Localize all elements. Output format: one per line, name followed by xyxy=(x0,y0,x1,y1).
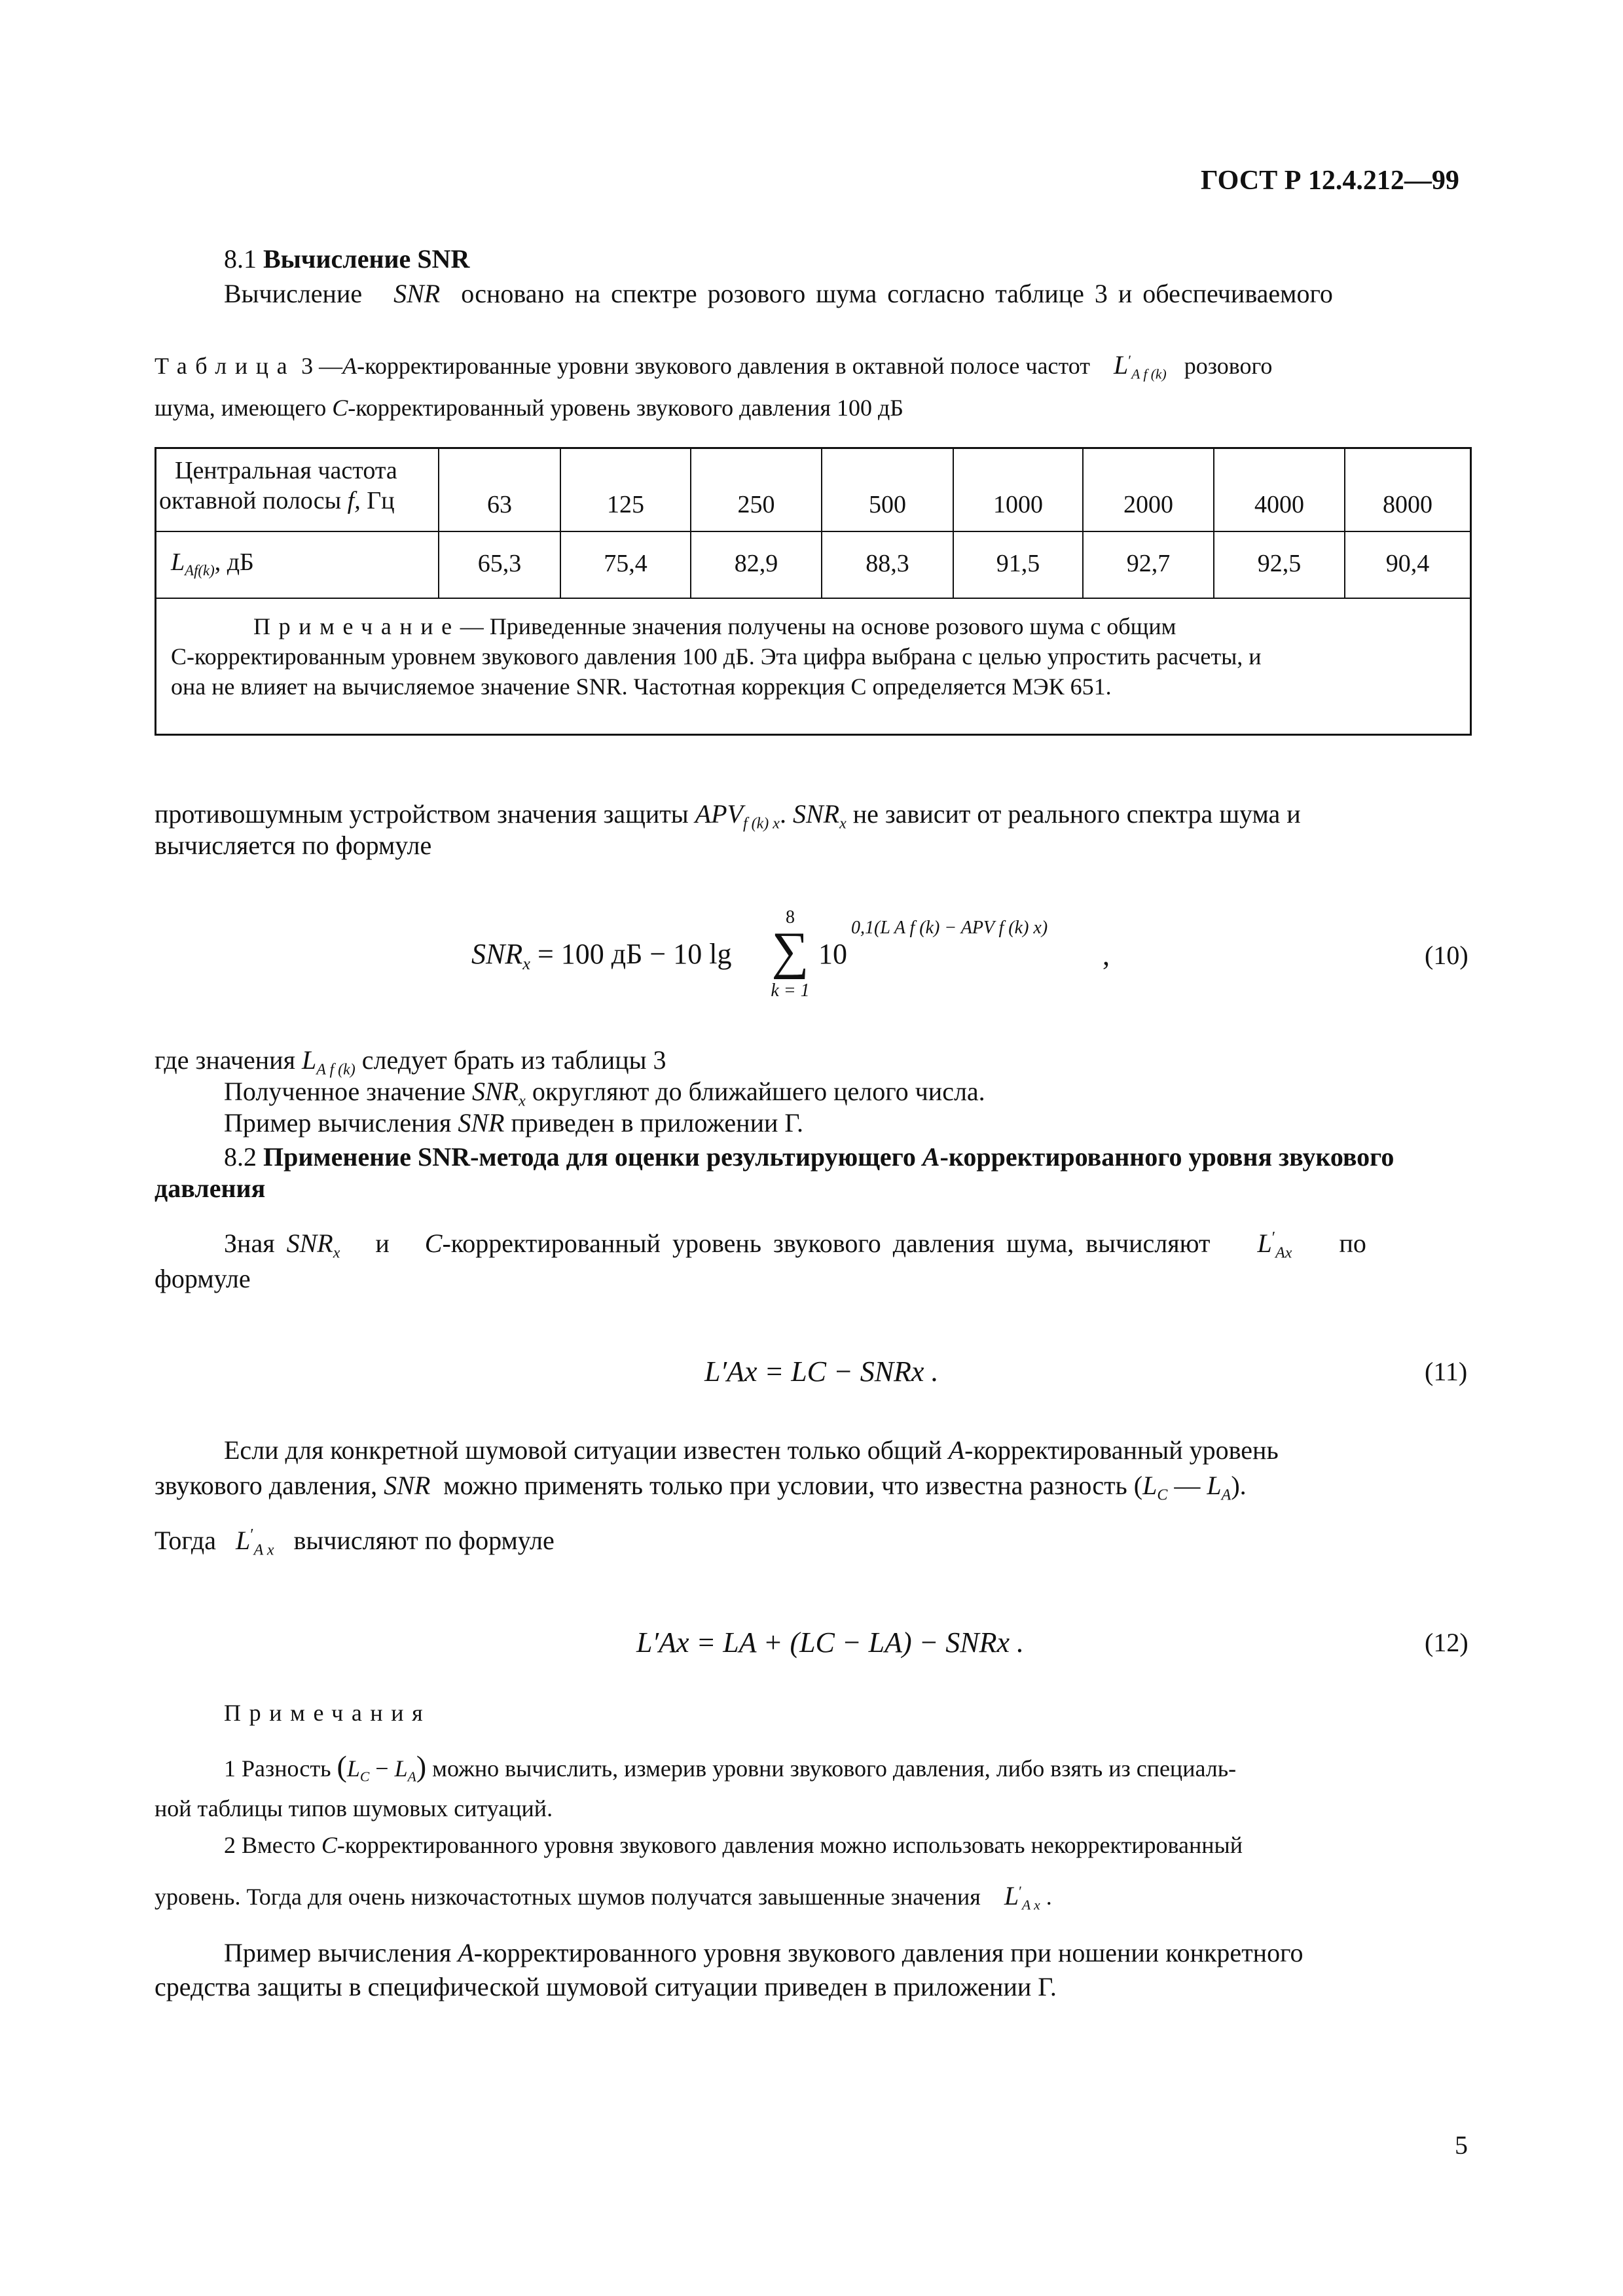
notes-label: Примечания xyxy=(224,1700,431,1726)
formula-11-number: (11) xyxy=(1425,1357,1468,1386)
table-caption: Таблица 3 —A-корректированные уровни звукового давления в октавной полосе частот $L'_{A f (k)}$ розового xyxy=(155,350,1273,382)
table-cell-frequency: 2000 xyxy=(1123,491,1173,518)
paragraph-rounding: Полученное значение $SNR_x$ округляют до ближайшего целого числа. xyxy=(224,1077,985,1110)
formula-10: $SNR_x = 100$ дБ − 10 lg xyxy=(471,938,732,974)
table-header-frequency: Центральная частота октавной полосы f, Гц xyxy=(159,457,397,514)
paragraph-example: Пример вычисления SNR приведен в приложении Г. xyxy=(224,1108,804,1138)
formula-10-exponent: 0,1(L A f (k) − APV f (k) x) xyxy=(851,918,1048,938)
formula-11: L′Ax = LC − SNRx . xyxy=(704,1355,939,1388)
paragraph-knowing: Зная $SNR_x$ и C-корректированный уровень звукового давления шума, вычисляют $L'_{Ax}$ по xyxy=(224,1229,1366,1262)
paragraph-where: где значения $L_{A f (k)}$ следует брать из таблицы 3 xyxy=(155,1045,666,1079)
table-cell-frequency: 4000 xyxy=(1254,491,1304,518)
section-8-2-heading: 8.2 Применение SNR-метода для оценки результирующего A-корректированного уровня звукового xyxy=(224,1142,1395,1172)
note-2: 2 Вместо C-корректированного уровня звукового давления можно использовать некорректированный xyxy=(224,1832,1243,1858)
table-cell-frequency: 63 xyxy=(487,491,512,518)
paragraph-protection: противошумным устройством значения защиты $APV_{f (k) x}$. $SNR_x$ не зависит от реального спектра шума и xyxy=(155,799,1301,833)
formula-10-power: 10 xyxy=(818,938,847,970)
document-header: ГОСТ Р 12.4.212—99 xyxy=(1201,166,1459,196)
table-cell-level: 91,5 xyxy=(996,550,1040,577)
table-cell-frequency: 250 xyxy=(737,491,775,518)
table-cell-level: 90,4 xyxy=(1385,550,1430,577)
table-cell-level: 65,3 xyxy=(477,550,522,577)
formula-10-sum-upper: 8 xyxy=(786,907,795,927)
note-2-line2: уровень. Тогда для очень низкочастотных шумов получатся завышенные значения $L'_{A x}$ . xyxy=(155,1881,1052,1913)
table-cell-frequency: 125 xyxy=(607,491,644,518)
table-row-divider xyxy=(156,531,1470,532)
table-cell-level: 92,7 xyxy=(1126,550,1171,577)
table-cell-level: 88,3 xyxy=(866,550,909,577)
paragraph-protection-line2: вычисляется по формуле xyxy=(155,831,432,860)
section-number: 8.1 xyxy=(224,244,257,274)
page-number: 5 xyxy=(1455,2130,1468,2160)
formula-12-number: (12) xyxy=(1425,1628,1468,1657)
paragraph-final-line2: средства защиты в специфической шумовой ситуации приведен в приложении Г. xyxy=(155,1972,1057,2001)
paragraph-knowing-line2: формуле xyxy=(155,1264,251,1293)
formula-10-number: (10) xyxy=(1425,941,1468,970)
table-header-level: $L_{Af(k)}$, дБ xyxy=(171,548,254,579)
formula-12: L′Ax = LA + (LC − LA) − SNRx . xyxy=(636,1626,1025,1659)
table-note: Примечание— Приведенные значения получены на основе розового шума с общим C-корректированным уровнем звукового давления 100 дБ. Эта цифра выбрана с целью упростить расчеты, и она не влияет на вычисляемое значение SNR. Частотная коррекция C определяется МЭК 651. xyxy=(171,613,1262,700)
table-cell-level: 92,5 xyxy=(1257,550,1302,577)
table-row-divider xyxy=(156,598,1470,599)
section-title: Вычисление SNR xyxy=(263,244,470,274)
table-3 xyxy=(155,447,1472,736)
paragraph-final: Пример вычисления A-корректированного уровня звукового давления при ношении конкретного xyxy=(224,1938,1304,1967)
note-1: 1 Разность $(L_C - L_A)$ можно вычислить, измерив уровни звукового давления, либо взять из специаль- xyxy=(224,1749,1237,1785)
table-cell-frequency: 500 xyxy=(869,491,906,518)
paragraph-if-line2: звукового давления, SNR можно применять только при условии, что известна разность ($L_C$ — $L_A$). xyxy=(155,1471,1247,1504)
table-cell-frequency: 1000 xyxy=(993,491,1043,518)
note-1-line2: ной таблицы типов шумовых ситуаций. xyxy=(155,1795,553,1821)
formula-10-sum-lower: k = 1 xyxy=(771,980,810,1001)
table-caption-line2: шума, имеющего C-корректированный уровень звукового давления 100 дБ xyxy=(155,395,903,421)
paragraph-if: Если для конкретной шумовой ситуации известен только общий A-корректированный уровень xyxy=(224,1435,1279,1465)
table-cell-level: 75,4 xyxy=(604,550,647,577)
section-8-1-intro: Вычисление SNR основано на спектре розового шума согласно таблице 3 и обеспечиваемого xyxy=(224,279,1333,308)
sum-icon: ∑ xyxy=(771,922,809,980)
formula-10-comma: , xyxy=(1103,939,1110,971)
paragraph-if-line3: Тогда $L'_{A x}$ вычисляют по формуле xyxy=(155,1526,555,1559)
table-cell-frequency: 8000 xyxy=(1383,491,1432,518)
table-cell-level: 82,9 xyxy=(734,550,778,577)
section-8-2-heading-line2: давления xyxy=(155,1174,266,1203)
section-8-1-heading xyxy=(224,242,469,276)
